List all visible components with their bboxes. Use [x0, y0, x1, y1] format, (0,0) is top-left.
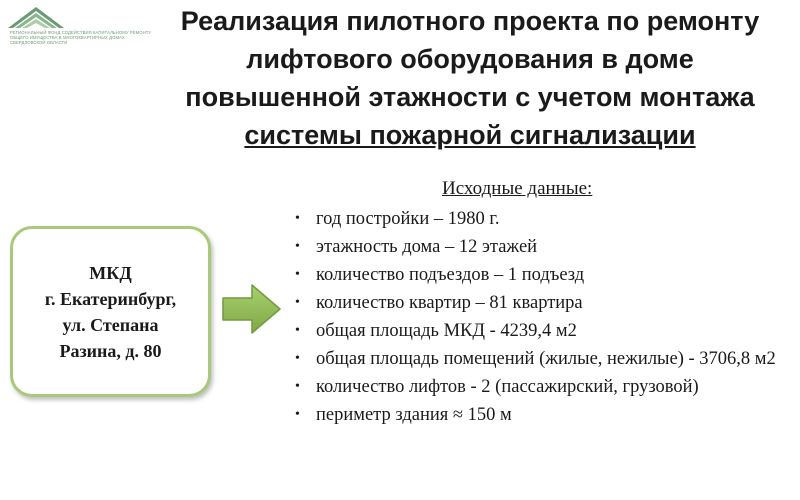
bullet-icon: •: [295, 267, 300, 282]
building-address-box: [10, 226, 211, 397]
title-line-3: повышенной этажности с учетом монтажа: [185, 82, 755, 112]
list-item: • количество подъездов – 1 подъезд: [290, 261, 790, 289]
logo-caption: РЕГИОНАЛЬНЫЙ ФОНД СОДЕЙСТВИЯ КАПИТАЛЬНОМУ РЕМОНТУ ОБЩЕГО ИМУЩЕСТВА В МНОГОКВАРТИРНЫХ ДОМАХ СВЕРДЛОВСКОЙ ОБЛАСТИ: [10, 30, 152, 45]
list-item: • количество квартир – 81 квартира: [290, 289, 790, 317]
bullet-icon: •: [295, 239, 300, 254]
title-line-4: системы пожарной сигнализации: [244, 120, 696, 150]
bullet-icon: •: [295, 323, 300, 338]
list-item: • год постройки – 1980 г.: [290, 205, 790, 233]
bullet-icon: •: [295, 379, 300, 394]
right-arrow-icon: [220, 282, 284, 336]
list-item: • периметр здания ≈ 150 м: [290, 401, 790, 429]
bullet-icon: •: [295, 407, 300, 422]
roof-stripes-logo-icon: [6, 4, 66, 30]
initial-data-section: [290, 176, 790, 429]
initial-data-list: [290, 205, 790, 429]
bullet-icon: •: [295, 295, 300, 310]
title-line-1: Реализация пилотного проекта по ремонту: [180, 6, 760, 36]
initial-data-heading: Исходные данные:: [442, 178, 593, 199]
list-item: • общая площадь МКД - 4239,4 м2: [290, 317, 790, 345]
title-line-2: лифтового оборудования в доме: [246, 44, 694, 74]
bullet-icon: •: [295, 351, 300, 366]
bullet-icon: •: [295, 211, 300, 226]
slide-title: [150, 2, 790, 154]
list-item: • общая площадь помещений (жилые, нежилые) - 3706,8 м2: [290, 345, 790, 373]
building-address-text: МКД г. Екатеринбург, ул. Степана Разина, д. 80: [44, 262, 177, 361]
organization-logo: [6, 4, 156, 46]
list-item: • количество лифтов - 2 (пассажирский, грузовой): [290, 373, 790, 401]
list-item: • этажность дома – 12 этажей: [290, 233, 790, 261]
